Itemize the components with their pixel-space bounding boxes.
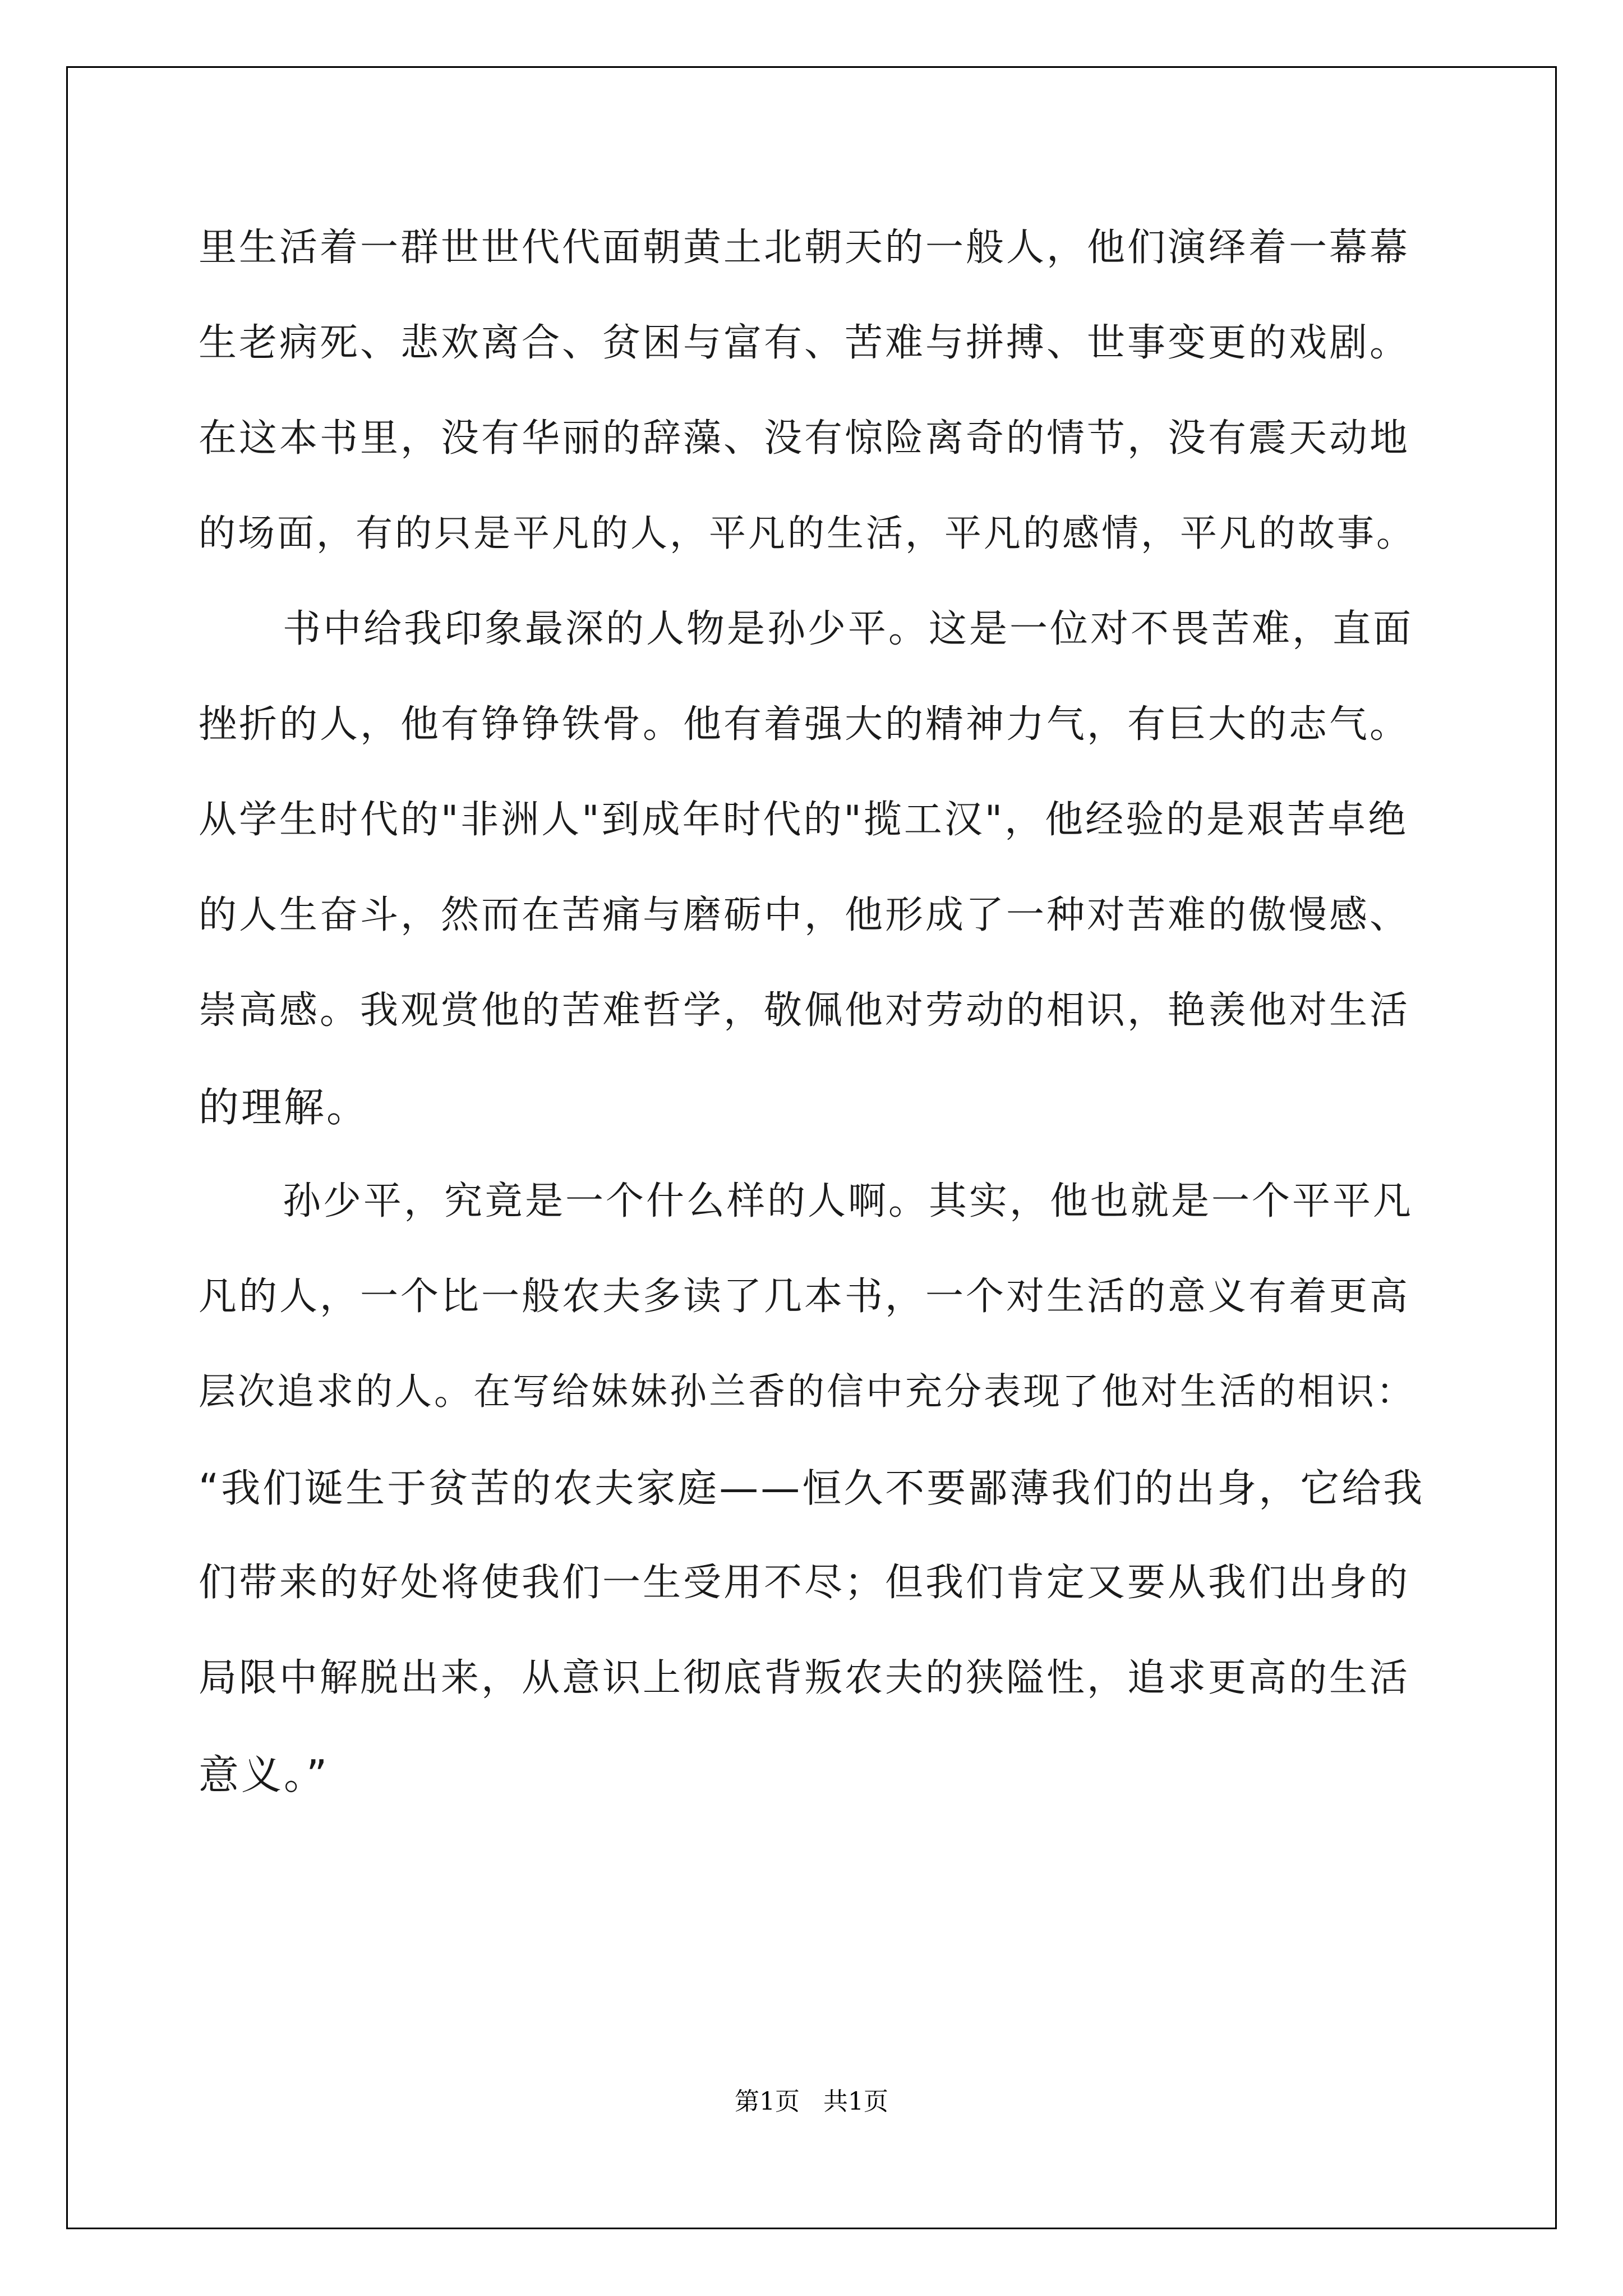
paragraph-first-line: 孙少平，究竟是一个什么样的人啊。其实，他也就是一个平平凡 bbox=[283, 1179, 1414, 1223]
text-line: 的场面，有的只是平凡的人，平凡的生活，平凡的感情，平凡的故事。 bbox=[199, 512, 1415, 555]
text-line: 局限中解脱出来，从意识上彻底背叛农夫的狭隘性，追求更高的生活 bbox=[199, 1656, 1410, 1700]
text-line: 里生活着一群世世代代面朝黄土北朝天的一般人，他们演绎着一幕幕 bbox=[199, 226, 1410, 270]
text-line: 生老病死、悲欢离合、贫困与富有、苦难与拼搏、世事变更的戏剧。 bbox=[199, 321, 1410, 365]
text-line: 的理解。 bbox=[199, 1084, 370, 1131]
page-border bbox=[66, 66, 1557, 2229]
paragraph-first-line: 书中给我印象最深的人物是孙少平。这是一位对不畏苦难，直面 bbox=[283, 607, 1414, 651]
text-line: 从学生时代的"非洲人"到成年时代的"揽工汉"，他经验的是艰苦卓绝 bbox=[199, 798, 1409, 842]
text-line: 层次追求的人。在写给妹妹孙兰香的信中充分表现了他对生活的相识： bbox=[199, 1370, 1415, 1413]
text-line: 在这本书里，没有华丽的辞藻、没有惊险离奇的情节，没有震天动地 bbox=[199, 416, 1410, 461]
text-line: 挫折的人，他有铮铮铁骨。他有着强大的精神力气，有巨大的志气。 bbox=[199, 702, 1410, 747]
text-line: “我们诞生于贫苦的农夫家庭——恒久不要鄙薄我们的出身，它给我 bbox=[199, 1465, 1425, 1511]
page-footer: 第1页 共1页 bbox=[735, 2087, 888, 2116]
text-line: 崇高感。我观赏他的苦难哲学，敬佩他对劳动的相识，艳羡他对生活 bbox=[199, 988, 1410, 1033]
text-line: 们带来的好处将使我们一生受用不尽；但我们肯定又要从我们出身的 bbox=[199, 1561, 1410, 1605]
text-line: 的人生奋斗，然而在苦痛与磨砺中，他形成了一种对苦难的傲慢感、 bbox=[199, 893, 1410, 937]
text-line: 意义。” bbox=[199, 1751, 330, 1798]
text-line: 凡的人，一个比一般农夫多读了几本书，一个对生活的意义有着更高 bbox=[199, 1274, 1410, 1319]
